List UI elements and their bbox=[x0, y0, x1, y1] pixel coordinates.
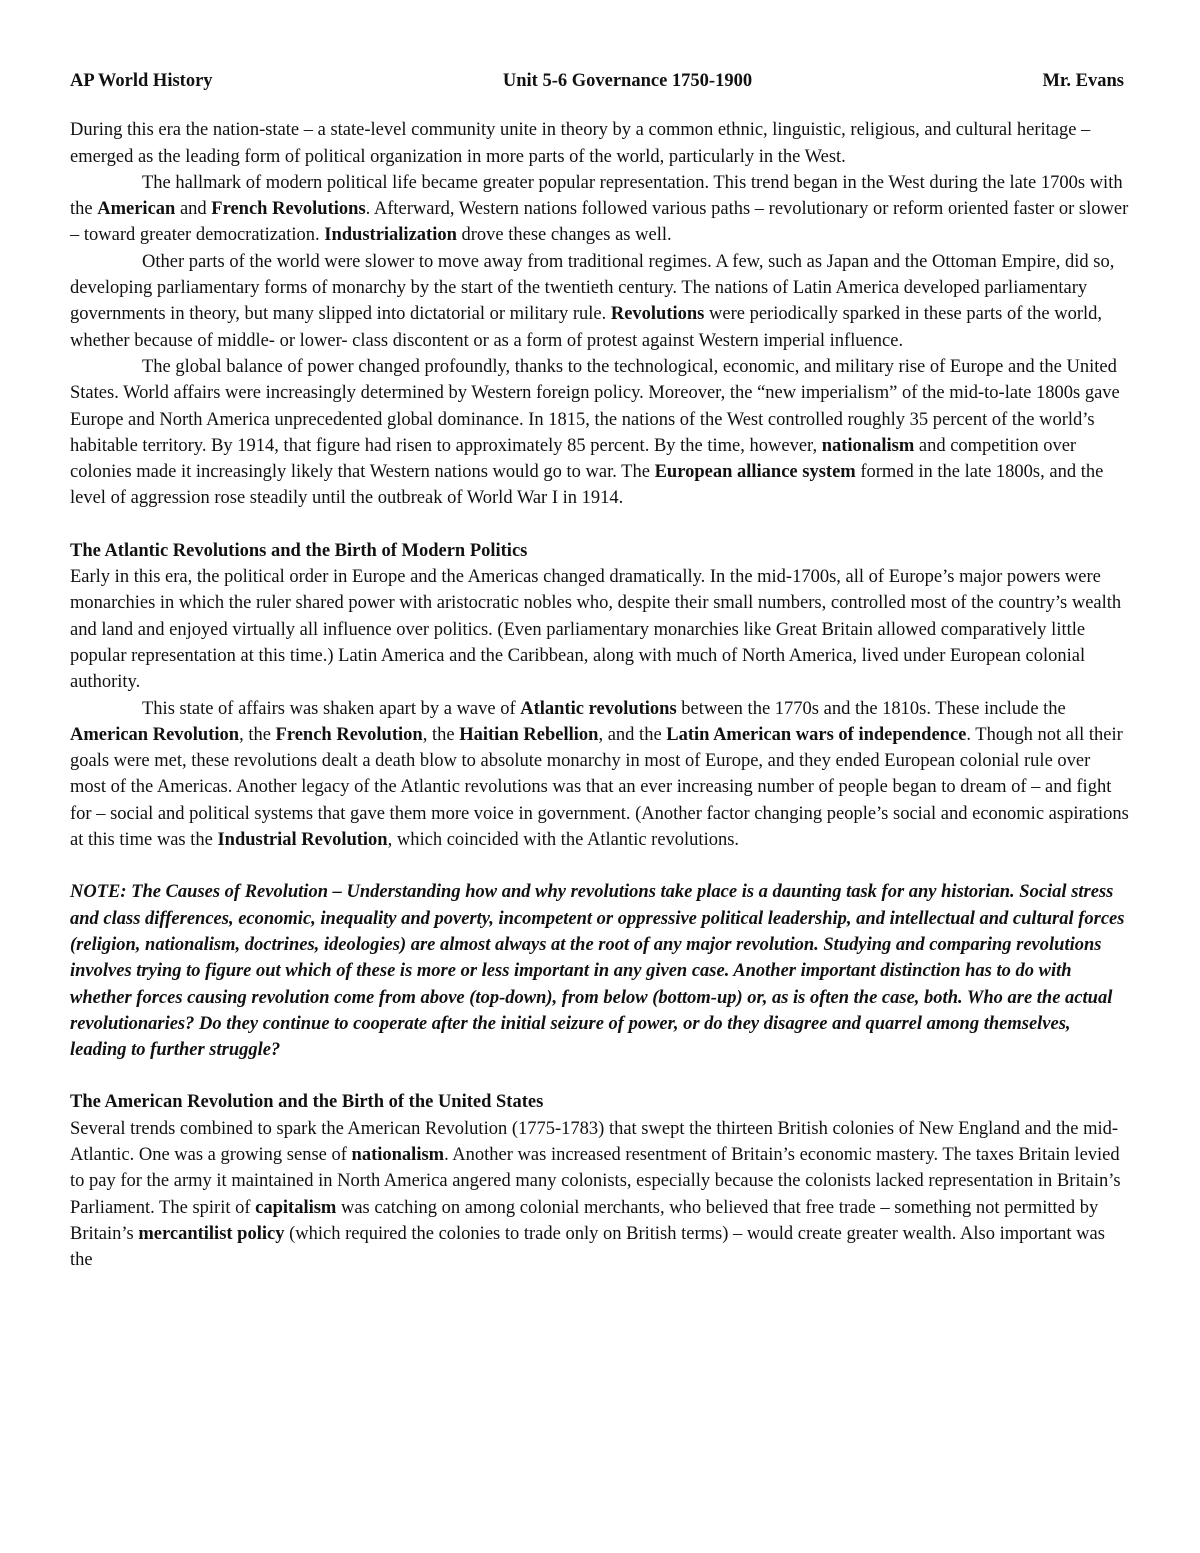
intro-paragraph-1: During this era the nation-state – a state-level community unite in theory by a common ethnic, linguistic, religious, and cultural heritage – emerged as the leading form of political organization in more parts of the world, particularly in the West. bbox=[70, 120, 1091, 167]
term-french-revolutions: French Revolutions bbox=[211, 199, 366, 220]
term-mercantilist-policy: mercantilist policy bbox=[138, 1223, 285, 1244]
term-american: American bbox=[97, 199, 176, 220]
term-french-revolution: French Revolution bbox=[275, 724, 423, 745]
term-latin-american-wars: Latin American wars of independence bbox=[666, 724, 967, 745]
atlantic-paragraph-1: Early in this era, the political order in Europe and the Americas changed dramatically. In the mid-1700s, all of Europe’s major powers were monarchies in which the ruler shared power with aristocratic nobles who, despite their small numbers, controlled most of the country’s wealth and land and enjoyed virtually all influence over politics. (Even parliamentary monarchies like Great Britain allowed comparatively little popular representation at this time.) Latin America and the Caribbean, along with much of North America, lived under European colonial authority. bbox=[70, 567, 1122, 693]
term-nationalism-2: nationalism bbox=[351, 1144, 445, 1165]
intro-paragraph-3: Other parts of the world were slower to move away from traditional regimes. A few, such as Japan and the Ottoman Empire, did so, developing parliamentary forms of monarchy by the start of the twentieth century. The nations of Latin America developed parliamentary governments in theory, but many slipped into dictatorial or military rule. Revolutions were periodically sparked in these parts of the world, whether because of middle- or lower- class discontent or as a form of protest against Western imperial influence. bbox=[70, 251, 1115, 351]
term-nationalism: nationalism bbox=[821, 435, 915, 456]
term-haitian-rebellion: Haitian Rebellion bbox=[459, 724, 599, 745]
term-european-alliance-system: European alliance system bbox=[654, 462, 856, 483]
unit-title: Unit 5-6 Governance 1750-1900 bbox=[502, 71, 753, 91]
course-title: AP World History bbox=[70, 71, 213, 91]
american-paragraph-1: Several trends combined to spark the American Revolution (1775-1783) that swept the thirteen British colonies of New England and the mid-Atlantic. One was a growing sense of nationalism. Another was increased resentment of Britain’s economic mastery. The taxes Britain levied to pay for the army it maintained in North America angered many colonists, especially because the colonists lacked representation in Britain’s Parliament. The spirit of capitalism was catching on among colonial merchants, who believed that free trade – something not permitted by Britain’s mercantilist policy (which required the colonies to trade only on British terms) – would create greater wealth. Also important was the bbox=[70, 1118, 1121, 1271]
term-atlantic-revolutions: Atlantic revolutions bbox=[520, 698, 677, 719]
document-header bbox=[70, 68, 1130, 94]
teacher-name: Mr. Evans bbox=[1042, 71, 1124, 91]
term-industrial-revolution: Industrial Revolution bbox=[217, 830, 388, 851]
section-heading-atlantic: The Atlantic Revolutions and the Birth of Modern Politics bbox=[70, 540, 528, 561]
intro-paragraph-2: The hallmark of modern political life became greater popular representation. This trend began in the West during the late 1700s with the American and French Revolutions. Afterward, Western nations followed various paths – revolutionary or reform oriented faster or slower – toward greater democratization. Industrialization drove these changes as well. bbox=[70, 172, 1129, 246]
section-heading-american: The American Revolution and the Birth of the United States bbox=[70, 1092, 544, 1113]
term-capitalism: capitalism bbox=[255, 1197, 337, 1218]
intro-paragraph-4: The global balance of power changed profoundly, thanks to the technological, economic, and military rise of Europe and the United States. World affairs were increasingly determined by Western foreign policy. Moreover, the “new imperialism” of the mid-to-late 1800s gave Europe and North America unprecedented global dominance. In 1815, the nations of the West controlled roughly 35 percent of the world’s habitable territory. By 1914, that figure had risen to approximately 85 percent. By the time, however, nationalism and competition over colonies made it increasingly likely that Western nations would go to war. The European alliance system formed in the late 1800s, and the level of aggression rose steadily until the outbreak of World War I in 1914. bbox=[70, 356, 1120, 509]
term-american-revolution: American Revolution bbox=[70, 724, 240, 745]
atlantic-paragraph-2: This state of affairs was shaken apart by a wave of Atlantic revolutions between the 1770s and the 1810s. These include the American Revolution, the French Revolution, the Haitian Rebellion, and the Latin American wars of independence. Though not all their goals were met, these revolutions dealt a death blow to absolute monarchy in most of Europe, and they ended European colonial rule over most of the Americas. Another legacy of the Atlantic revolutions was that an ever increasing number of people began to dream of – and fight for – social and political systems that gave them more voice in government. (Another factor changing people’s social and economic aspirations at this time was the Industrial Revolution, which coincided with the Atlantic revolutions. bbox=[70, 698, 1129, 851]
note-causes-of-revolution: NOTE: The Causes of Revolution – Understanding how and why revolutions take place is a daunting task for any historian. Social stress and class differences, economic, inequality and poverty, incompetent or oppressive political leadership, and intellectual and cultural forces (religion, nationalism, doctrines, ideologies) are almost always at the root of any major revolution. Studying and comparing revolutions involves trying to figure out which of these is more or less important in any given case. Another important distinction has to do with whether forces causing revolution come from above (top-down), from below (bottom-up) or, as is often the case, both. Who are the actual revolutionaries? Do they continue to cooperate after the initial seizure of power, or do they disagree and quarrel among themselves, leading to further struggle? bbox=[70, 882, 1125, 1061]
term-industrialization: Industrialization bbox=[324, 225, 457, 246]
term-revolutions: Revolutions bbox=[610, 304, 705, 325]
